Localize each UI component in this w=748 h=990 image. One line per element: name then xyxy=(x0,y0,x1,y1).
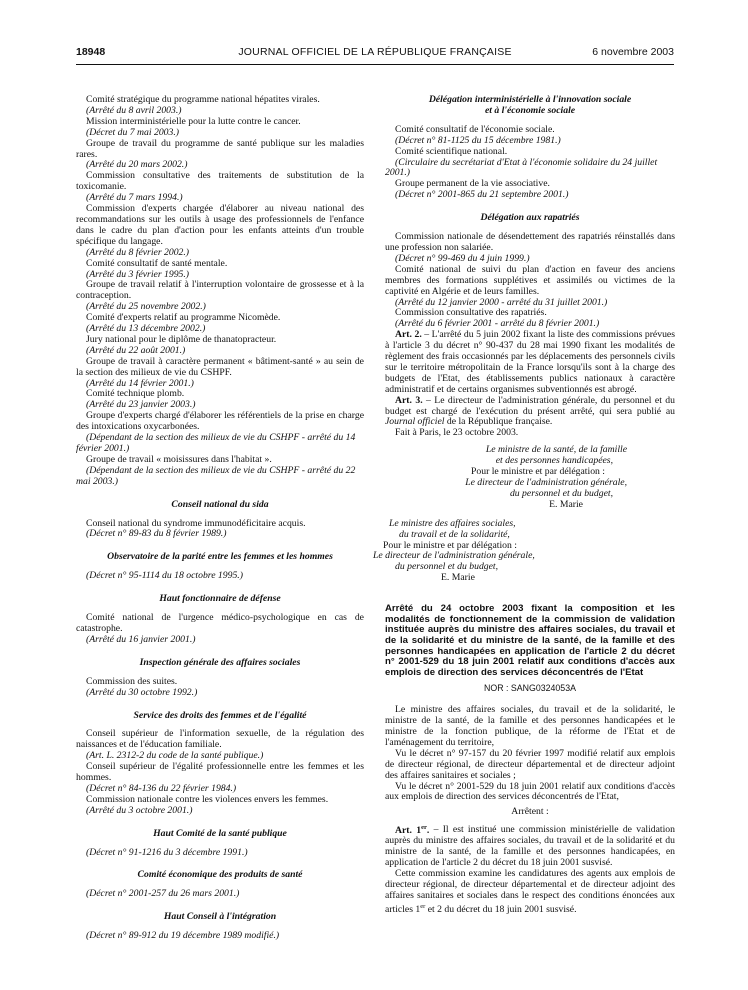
reference: (Arrêté du 22 août 2001.) xyxy=(86,344,186,356)
reference: (Décret n° 91-1216 du 3 décembre 1991.) xyxy=(86,846,248,858)
signature-line: Pour le ministre et par délégation : xyxy=(383,539,517,551)
entry: Comité technique plomb. xyxy=(86,388,185,400)
article-1-paragraph xyxy=(385,869,675,916)
entry: Commission consultative des rapatriés. xyxy=(395,307,547,319)
reference: (Décret du 7 mai 2003.) xyxy=(86,126,179,138)
entry: Groupe de travail « moisissures dans l'habitat ». xyxy=(86,453,272,465)
entry: Jury national pour le diplôme de thanatopracteur. xyxy=(86,333,277,345)
reference: (Décret n° 81-1125 du 15 décembre 1981.) xyxy=(395,134,561,146)
entry: Conseil supérieur de l'égalité professionnelle entre les femmes et les hommes. xyxy=(76,761,364,784)
article-text: – L'arrêté du 5 juin 2002 fixant la liste des commissions prévues à l'article 3 du décret n° 90-437 du 28 mai 1990 fixant les modalités de règlement des frais occasionnés par les déplacements des personnels civils sur le territoire métropolitain de la France lorsqu'ils sont à la charge des budgets de l'Etat, des établissements publics nationaux à caractère administratif et de certains organismes subventionnés est abrogé. xyxy=(385,329,675,395)
section-heading: Haut fonctionnaire de défense xyxy=(159,593,281,605)
signatory-name: E. Marie xyxy=(549,498,583,510)
article-label-text: Art. 1 xyxy=(395,824,422,836)
entry: Mission interministérielle pour la lutte contre le cancer. xyxy=(86,115,301,127)
reference: (Circulaire du secrétariat d'Etat à l'économie solidaire du 24 juillet 2001.) xyxy=(385,156,658,179)
left-column xyxy=(76,95,364,942)
entry: Commission d'experts chargée d'élaborer au niveau national des recommandations sur les outils à usage des professionnels de l'enfance dans le cadre du plan d'action pour les enfants atteints d'un trouble spécifique du langage. xyxy=(76,203,364,247)
entry: Commission nationale de désendettement des rapatriés réinstallés dans une profession non salariée. xyxy=(385,231,675,253)
entry: Commission nationale contre les violences envers les femmes. xyxy=(86,793,329,805)
signatory-name: E. Marie xyxy=(441,572,475,584)
section-heading: Haut Conseil à l'intégration xyxy=(163,911,277,923)
entry: Groupe d'experts chargé d'élaborer les référentiels de la prise en charge des intoxications oxycarbonées. xyxy=(76,410,364,433)
reference: (Arrêté du 8 février 2002.) xyxy=(86,246,190,258)
section-heading: Inspection générale des affaires sociales xyxy=(139,656,301,668)
article-text: Cette commission examine les candidatures des agents aux emplois de directeur régional, de directeur départemental et de directeur adjoint des affaires sanitaires et sociales dans le respect des conditions énoncées aux articles 1 xyxy=(385,868,675,916)
section-heading: Haut Comité de la santé publique xyxy=(153,827,287,839)
signature-line: Le ministre des affaires sociales, xyxy=(389,517,516,529)
reference: (Arrêté du 3 octobre 2001.) xyxy=(86,804,193,816)
article-text: – Le directeur de l'administration générale, du personnel et du budget est chargé de l'exécution du présent arrêté, qui sera publié au xyxy=(385,394,675,417)
signature-line: Le directeur de l'administration générale, xyxy=(465,477,627,488)
signature-block-1 xyxy=(385,445,627,510)
entry: Comité national de suivi du plan d'action en faveur des anciens membres des formations supplétives et assimilés ou victimes de la captivité en Algérie et de leurs familles. xyxy=(385,263,675,297)
entry: Groupe de travail à caractère permanent « bâtiment-santé » au sein de la section des milieux de vie du CSHPF. xyxy=(76,355,364,378)
signature-line: du travail et de la solidarité, xyxy=(399,528,510,540)
reference: (Art. L. 2312-2 du code de la santé publique.) xyxy=(86,750,264,762)
article-label: Art. 3. xyxy=(395,394,423,406)
superscript: er xyxy=(421,823,427,831)
reference: (Dépendant de la section des milieux de vie du CSHPF - arrêté du 22 mai 2003.) xyxy=(76,464,356,487)
article-2 xyxy=(385,330,675,395)
header-rule xyxy=(76,64,674,65)
section-heading: Délégation aux rapatriés xyxy=(480,212,580,224)
entry: Groupe de travail du programme de santé publique sur les maladies rares. xyxy=(76,137,364,160)
superscript: er xyxy=(420,902,426,910)
article-label: Art. 2. xyxy=(395,329,422,341)
entry: Comité national de l'urgence médico-psychologique en cas de catastrophe. xyxy=(76,612,364,634)
entry: Comité scientifique national. xyxy=(395,145,508,157)
place-date: Fait à Paris, le 23 octobre 2003. xyxy=(395,427,519,439)
entry: Comité d'experts relatif au programme Nicomède. xyxy=(86,312,281,324)
article-text: de la République française. xyxy=(444,416,553,428)
reference: (Arrêté du 30 octobre 1992.) xyxy=(86,686,198,698)
signature-block-2 xyxy=(373,519,675,584)
signature-line: du personnel et du budget, xyxy=(395,561,499,573)
reference: (Arrêté du 3 février 1995.) xyxy=(86,268,190,280)
entry: Comité stratégique du programme national hépatites virales. xyxy=(86,94,320,105)
reference: (Arrêté du 6 février 2001 - arrêté du 8 février 2001.) xyxy=(395,318,600,330)
issue-date: 6 novembre 2003 xyxy=(592,46,674,58)
reference: (Décret n° 2001-257 du 26 mars 2001.) xyxy=(86,888,240,900)
entry: Groupe de travail relatif à l'interruption volontaire de grossesse et à la contraception. xyxy=(76,279,364,302)
visa: Vu le décret n° 97-157 du 20 février 1997 modifié relatif aux emplois de directeur régional, de directeur départemental et de directeur adjoint des affaires sanitaires et sociales ; xyxy=(385,747,675,781)
right-column xyxy=(373,94,675,916)
signature-line: Le ministre de la santé, de la famille xyxy=(485,444,627,456)
section-heading: Conseil national du sida xyxy=(171,498,269,510)
reference: (Arrêté du 12 janvier 2000 - arrêté du 31 juillet 2001.) xyxy=(395,296,608,308)
page-header xyxy=(76,46,674,62)
signature-line: du personnel et du budget, xyxy=(509,487,613,499)
section-heading: Service des droits des femmes et de l'égalité xyxy=(133,709,307,721)
reference: (Décret n° 84-136 du 22 février 1984.) xyxy=(86,782,237,794)
reference: (Arrêté du 23 janvier 2003.) xyxy=(86,399,196,411)
journal-title: JOURNAL OFFICIEL DE LA RÉPUBLIQUE FRANÇAISE xyxy=(238,46,512,58)
article-label-text: . xyxy=(426,824,430,836)
reference: (Décret n° 2001-865 du 21 septembre 2001.) xyxy=(395,189,569,201)
entry: Conseil supérieur de l'information sexuelle, de la régulation des naissances et de l'éducation familiale. xyxy=(76,728,364,751)
reference: (Arrêté du 13 décembre 2002.) xyxy=(86,323,206,335)
article-1 xyxy=(385,822,675,869)
section-heading: Observatoire de la parité entre les femmes et les hommes xyxy=(107,551,333,563)
section-heading: et à l'économie sociale xyxy=(484,104,576,116)
reference: (Arrêté du 8 avril 2003.) xyxy=(86,104,182,116)
reference: (Arrêté du 14 février 2001.) xyxy=(86,377,194,389)
entry: Commission consultative des traitements de substitution de la toxicomanie. xyxy=(76,170,364,193)
article-text: et 2 du décret du 18 juin 2001 susvisé. xyxy=(425,904,577,916)
entry: Comité consultatif de santé mentale. xyxy=(86,257,228,269)
entry: Comité consultatif de l'économie sociale. xyxy=(395,123,555,135)
signature-line: Pour le ministre et par délégation : xyxy=(471,466,605,478)
signature-line: et des personnes handicapées, xyxy=(495,455,613,467)
visa: Vu le décret n° 2001-529 du 18 juin 2001 relatif aux conditions d'accès aux emplois de direction des services déconcentrés de l'Etat, xyxy=(385,780,675,803)
entry: Commission des suites. xyxy=(86,675,178,687)
reference: (Décret n° 89-83 du 8 février 1989.) xyxy=(86,528,227,540)
article-3 xyxy=(385,396,675,429)
page-number: 18948 xyxy=(76,46,106,58)
journal-name: Journal officiel xyxy=(385,416,445,428)
reference: (Dépendant de la section des milieux de vie du CSHPF - arrêté du 14 février 2001.) xyxy=(76,432,356,454)
section-heading: Comité économique des produits de santé xyxy=(137,869,303,881)
section-heading: Délégation interministérielle à l'innovation sociale xyxy=(428,94,632,105)
article-label xyxy=(395,825,429,836)
reference: (Arrêté du 7 mars 1994.) xyxy=(86,192,183,204)
reference: (Décret n° 89-912 du 19 décembre 1989 modifié.) xyxy=(86,930,280,942)
signature-line: Le directeur de l'administration générale, xyxy=(373,550,535,562)
preamble: Le ministre des affaires sociales, du travail et de la solidarité, le ministre de la santé, de la famille et des personnes handicapées et le ministre de la fonction publique, de la réforme de l'Etat et de l'aménagement du territoire, xyxy=(385,704,675,748)
nor-reference: NOR : SANG0324053A xyxy=(484,683,576,694)
arretent: Arrêtent : xyxy=(511,806,549,818)
reference: (Décret n° 99-469 du 4 juin 1999.) xyxy=(395,252,530,264)
reference: (Arrêté du 20 mars 2002.) xyxy=(86,159,188,171)
reference: (Arrêté du 16 janvier 2001.) xyxy=(86,633,196,645)
entry: Groupe permanent de la vie associative. xyxy=(395,178,550,190)
reference: (Décret n° 95-1114 du 18 octobre 1995.) xyxy=(86,570,243,582)
article-text: – Il est institué une commission ministérielle de validation auprès du ministre des affaires sociales, du travail et de la solidarité et du ministre de la santé, de la famille et des personnes handicapées, en application de l'article 2 du décret du 18 juin 2001 susvisé. xyxy=(385,824,675,869)
reference: (Arrêté du 25 novembre 2002.) xyxy=(86,301,206,313)
decree-title: Arrêté du 24 octobre 2003 fixant la composition et les modalités de fonctionnement de la commission de validation instituée auprès du ministre des affaires sociales, du travail et de la solidarité et du ministre de la santé, de la famille et des personnes handicapées en application de l'article 2 du décret n° 2001-529 du 18 juin 2001 relatif aux conditions d'accès aux emplois de direction des services déconcentrés de l'Etat xyxy=(385,603,675,678)
entry: Conseil national du syndrome immunodéficitaire acquis. xyxy=(86,517,306,529)
